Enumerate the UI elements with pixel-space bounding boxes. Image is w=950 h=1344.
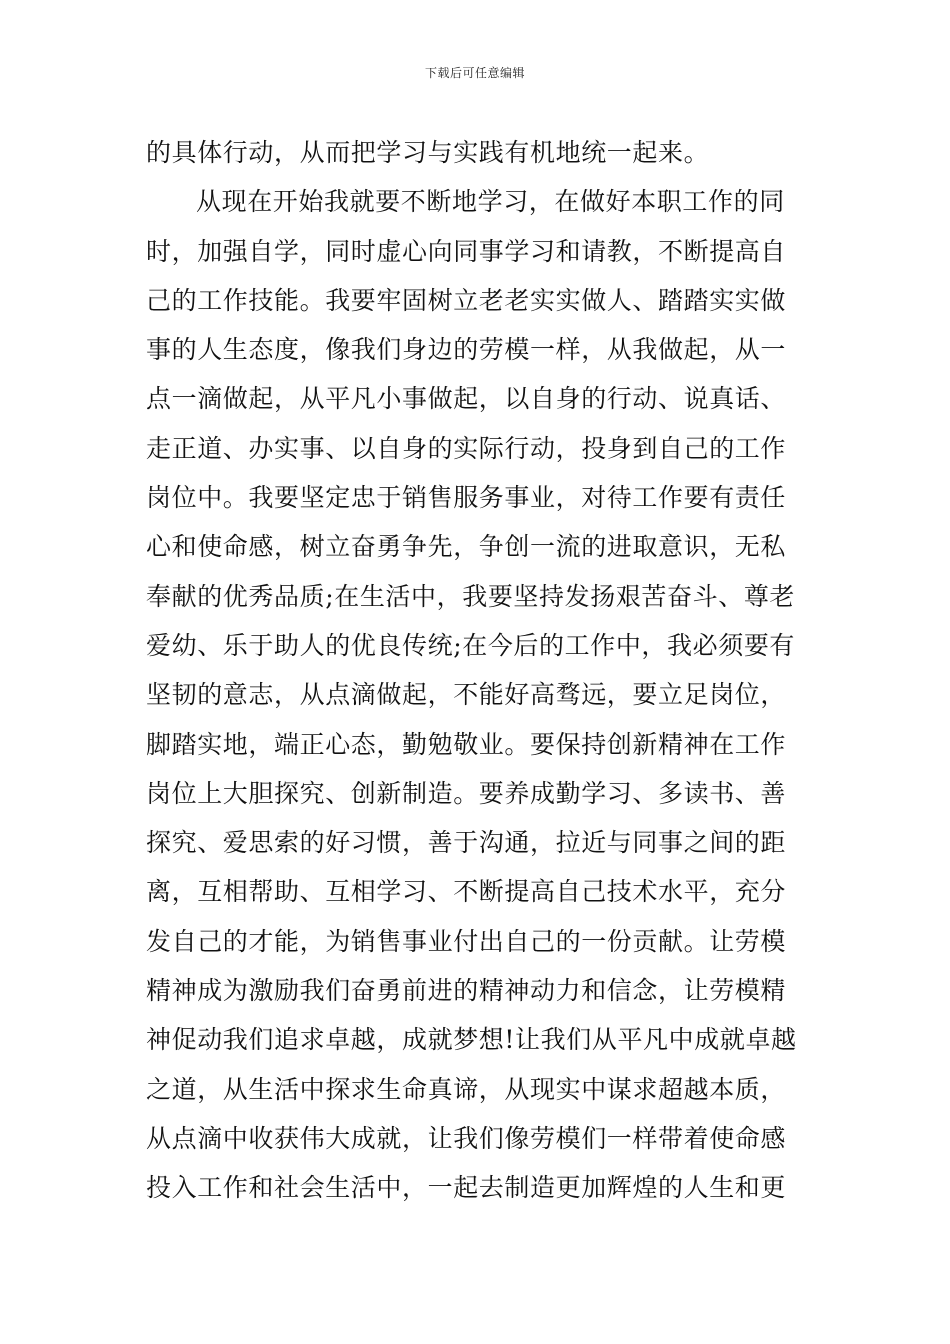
text-line: 精神成为激励我们奋勇前进的精神动力和信念，让劳模精 [146, 976, 787, 1006]
text-line: 之道，从生活中探求生命真谛，从现实中谋求超越本质， [146, 1074, 787, 1104]
text-line: 走正道、办实事、以自身的实际行动，投身到自己的工作 [146, 433, 787, 463]
text-line: 事的人生态度，像我们身边的劳模一样，从我做起，从一 [146, 335, 787, 365]
text-line: 脚踏实地，端正心态，勤勉敬业。要保持创新精神在工作 [146, 729, 787, 759]
text-line: 坚韧的意志，从点滴做起，不能好高骛远，要立足岗位， [146, 680, 787, 710]
text-line: 己的工作技能。我要牢固树立老老实实做人、踏踏实实做 [146, 285, 787, 315]
text-line: 时，加强自学，同时虚心向同事学习和请教，不断提高自 [146, 236, 787, 266]
text-line: 从点滴中收获伟大成就，让我们像劳模们一样带着使命感 [146, 1123, 787, 1153]
text-line: 发自己的才能，为销售事业付出自己的一份贡献。让劳模 [146, 926, 787, 956]
page-header: 下载后可任意编辑 [424, 66, 525, 80]
text-line: 爱幼、乐于助人的优良传统;在今后的工作中，我必须要有 [146, 630, 796, 660]
body-text [146, 128, 806, 1213]
text-line: 离，互相帮助、互相学习、不断提高自己技术水平，充分 [146, 877, 787, 907]
text-line: 岗位中。我要坚定忠于销售服务事业，对待工作要有责任 [146, 483, 787, 513]
text-line: 投入工作和社会生活中，一起去制造更加辉煌的人生和更 [146, 1173, 787, 1203]
text-line: 探究、爱思索的好习惯，善于沟通，拉近与同事之间的距 [146, 828, 787, 858]
text-line: 岗位上大胆探究、创新制造。要养成勤学习、多读书、善 [146, 778, 787, 808]
paragraph-first-line: 从现在开始我就要不断地学习，在做好本职工作的同 [196, 187, 785, 217]
text-line: 点一滴做起，从平凡小事做起，以自身的行动、说真话、 [146, 384, 787, 414]
text-line: 的具体行动，从而把学习与实践有机地统一起来。 [146, 138, 710, 167]
text-line: 心和使命感，树立奋勇争先，争创一流的进取意识，无私 [146, 532, 787, 562]
text-line: 奉献的优秀品质;在生活中，我要坚持发扬艰苦奋斗、尊老 [146, 581, 796, 611]
text-line: 神促动我们追求卓越，成就梦想!让我们从平凡中成就卓越 [146, 1025, 797, 1055]
